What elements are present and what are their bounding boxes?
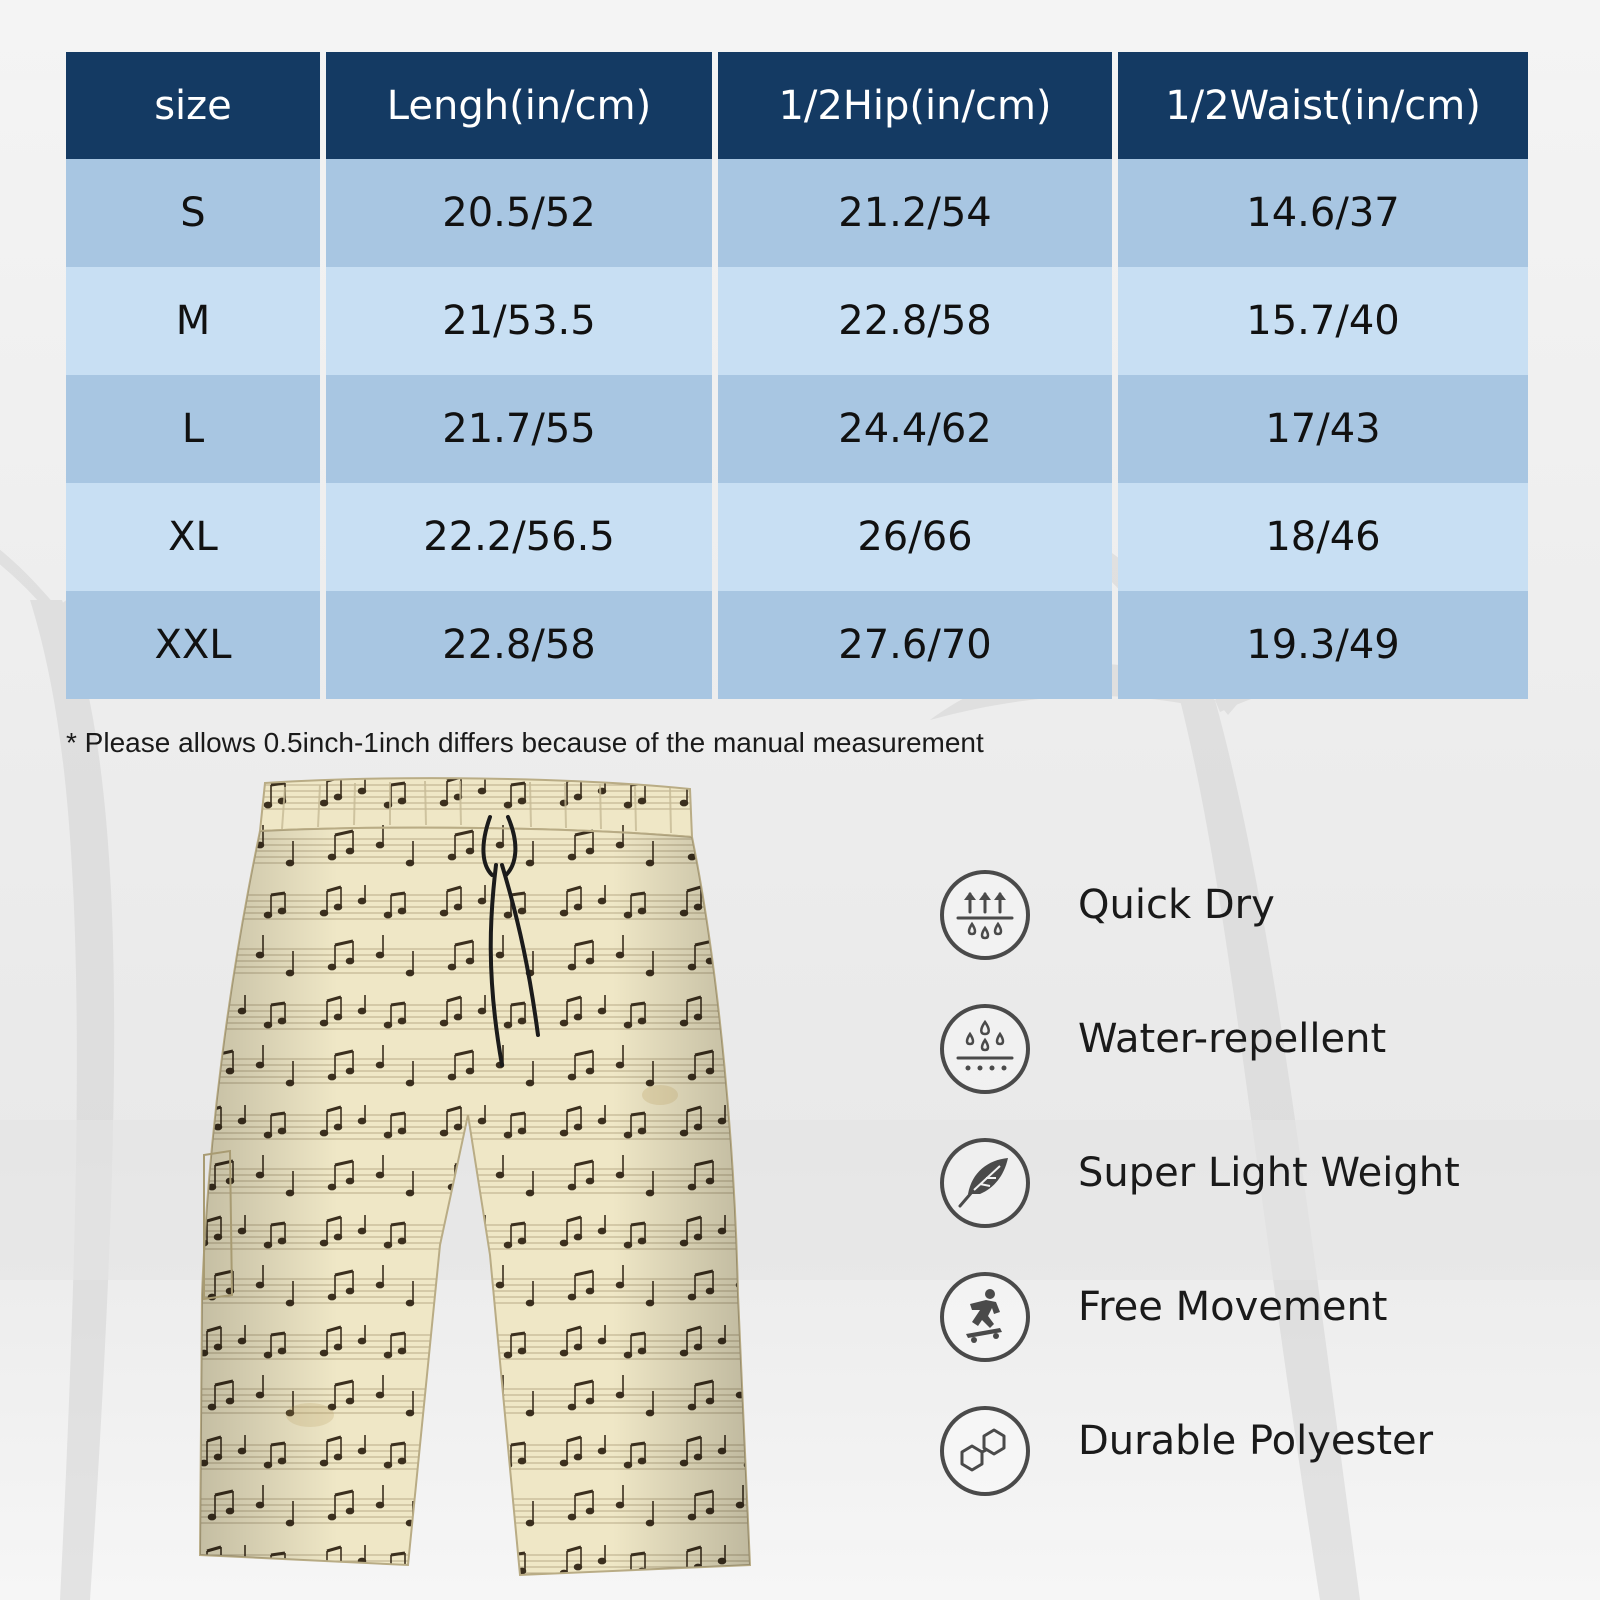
hip-cell: 21.2/54 bbox=[718, 159, 1112, 267]
size-cell: L bbox=[66, 375, 320, 483]
size-cell: XXL bbox=[66, 591, 320, 699]
hip-cell: 27.6/70 bbox=[718, 591, 1112, 699]
feature-quick-dry bbox=[940, 870, 1560, 970]
feather-icon bbox=[940, 1138, 1030, 1228]
measurement-footnote: * Please allows 0.5inch-1inch differs because of the manual measurement bbox=[66, 727, 984, 758]
length-cell: 22.2/56.5 bbox=[326, 483, 712, 591]
feature-super-light-weight bbox=[940, 1138, 1560, 1238]
waist-cell: 19.3/49 bbox=[1118, 591, 1528, 699]
feature-label: Quick Dry bbox=[1078, 882, 1275, 928]
molecule-icon bbox=[940, 1406, 1030, 1496]
size-cell: XL bbox=[66, 483, 320, 591]
waist-cell: 17/43 bbox=[1118, 375, 1528, 483]
feature-durable-polyester bbox=[940, 1406, 1560, 1506]
header-half-hip: 1/2Hip(in/cm) bbox=[718, 52, 1112, 159]
size-chart-header-row bbox=[66, 52, 1528, 159]
skater-icon bbox=[940, 1272, 1030, 1362]
length-cell: 21/53.5 bbox=[326, 267, 712, 375]
table-row bbox=[66, 483, 1528, 591]
waist-cell: 15.7/40 bbox=[1118, 267, 1528, 375]
hip-cell: 26/66 bbox=[718, 483, 1112, 591]
size-chart-table bbox=[60, 52, 1534, 699]
hip-cell: 22.8/58 bbox=[718, 267, 1112, 375]
length-cell: 20.5/52 bbox=[326, 159, 712, 267]
size-cell: M bbox=[66, 267, 320, 375]
table-row bbox=[66, 375, 1528, 483]
table-row bbox=[66, 591, 1528, 699]
header-half-waist: 1/2Waist(in/cm) bbox=[1118, 52, 1528, 159]
waist-cell: 18/46 bbox=[1118, 483, 1528, 591]
feature-water-repellent bbox=[940, 1004, 1560, 1104]
hip-cell: 24.4/62 bbox=[718, 375, 1112, 483]
board-shorts-image bbox=[190, 775, 770, 1580]
table-row bbox=[66, 159, 1528, 267]
water-repellent-icon bbox=[940, 1004, 1030, 1094]
feature-free-movement bbox=[940, 1272, 1560, 1372]
waist-cell: 14.6/37 bbox=[1118, 159, 1528, 267]
feature-label: Super Light Weight bbox=[1078, 1150, 1460, 1196]
table-row bbox=[66, 267, 1528, 375]
header-size: size bbox=[66, 52, 320, 159]
feature-label: Water-repellent bbox=[1078, 1016, 1387, 1062]
feature-label: Durable Polyester bbox=[1078, 1418, 1434, 1464]
length-cell: 22.8/58 bbox=[326, 591, 712, 699]
header-length: Lengh(in/cm) bbox=[326, 52, 712, 159]
quick-dry-icon bbox=[940, 870, 1030, 960]
length-cell: 21.7/55 bbox=[326, 375, 712, 483]
feature-label: Free Movement bbox=[1078, 1284, 1388, 1330]
size-cell: S bbox=[66, 159, 320, 267]
